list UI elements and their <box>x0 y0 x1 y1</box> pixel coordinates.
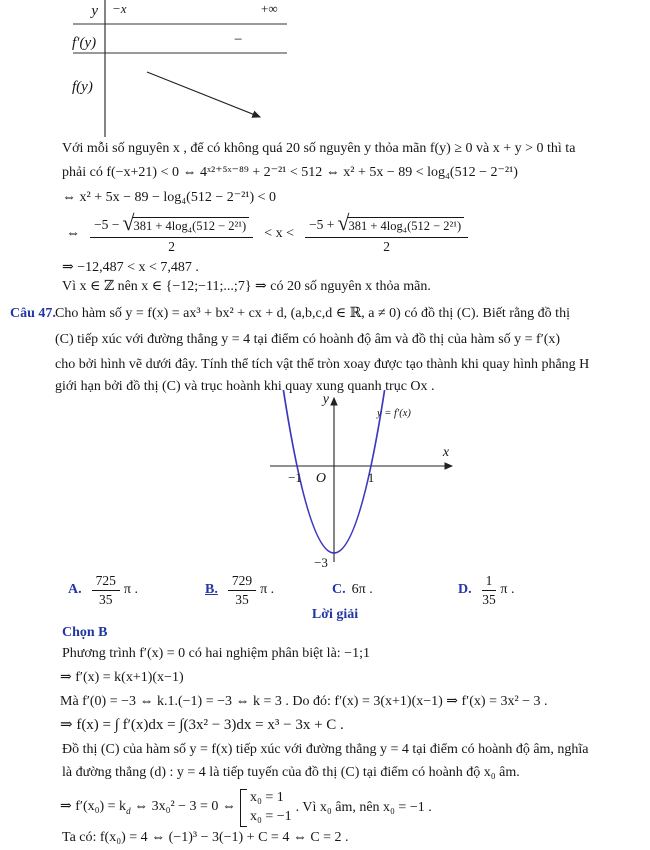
case-1: x₀ = 1 <box>249 790 284 806</box>
solution-line7 <box>60 786 432 830</box>
answer-D <box>458 570 514 610</box>
answer-A <box>68 570 138 610</box>
answer-A-letter: A. <box>68 582 82 597</box>
para1-line3: ⇔ x² + 5x − 89 − log₄(512 − 2⁻²¹) < 0 <box>62 190 277 205</box>
answer-A-fraction <box>92 573 120 607</box>
num-prefix: −5 − <box>94 216 120 232</box>
question-line2: (C) tiếp xúc với đường thẳng y = 4 tại điểm có hoành độ âm và đồ thị của hàm số y = f′(x) <box>55 332 561 347</box>
para1-line2: phải có f(−x+21) < 0 ⇔ 4ˣ²⁺⁵ˣ⁻⁸⁹ + 2⁻²¹ < 512 ⇔ x² + 5x − 89 < log₄(512 − 2⁻²¹) <box>62 165 518 180</box>
fraction-left-denominator: 2 <box>168 238 175 254</box>
answer-B-denominator: 35 <box>235 591 249 607</box>
cases-prefix <box>60 798 236 817</box>
solution-line8: Ta có: f(x₀) = 4 ⇔ (−1)³ − 3(−1) + C = 4 ⇔ C = 2 . <box>62 830 349 845</box>
x-axis-label: x <box>442 445 450 460</box>
answer-C-letter: C. <box>332 582 346 597</box>
radical <box>122 209 249 236</box>
kd-subscript: d <box>126 806 131 817</box>
answer-B-fraction <box>228 573 256 607</box>
question-number: Câu 47. <box>10 306 56 321</box>
answer-A-numerator: 725 <box>92 573 120 591</box>
para1-inequality-line <box>66 210 472 258</box>
answer-D-fraction <box>482 573 497 607</box>
table-f-label: f(y) <box>72 79 93 95</box>
decreasing-arrow <box>147 72 260 117</box>
answer-D-numerator: 1 <box>482 573 497 591</box>
solution-line5: Đồ thị (C) của hàm số y = f(x) tiếp xúc với đường thẳng y = 4 tại điểm có hoành độ âm, nghĩa <box>62 742 589 757</box>
cases-mid-text: ⇔ 3x₀² − 3 = 0 ⇔ <box>130 799 236 815</box>
inequality-middle: < x < <box>264 226 294 242</box>
cases-prefix-text: ⇒ f′(x₀) = k <box>60 799 127 815</box>
num-prefix: −5 + <box>309 216 335 232</box>
solution-line2: ⇒ f′(x) = k(x+1)(x−1) <box>60 670 184 685</box>
case-2: x₀ = −1 <box>249 809 292 824</box>
answer-C-text: 6π . <box>351 582 373 597</box>
radicand: 381 + 4log₄(512 − 2²¹) <box>132 217 249 233</box>
radicand: 381 + 4log₄(512 − 2²¹) <box>347 217 464 233</box>
answer-A-denominator: 35 <box>99 591 113 607</box>
variation-table-svg <box>68 0 308 140</box>
solution-header: Lời giải <box>311 607 359 622</box>
para1-line6: Vì x ∈ ℤ nên x ∈ {−12;−11;...;7} ⇒ có 20 số nguyên x thỏa mãn. <box>62 279 431 294</box>
answer-B-suffix: π . <box>260 582 275 597</box>
cases-column <box>247 789 292 827</box>
derivative-graph-figure <box>255 390 470 575</box>
answer-C <box>332 570 373 610</box>
chosen-answer: Chọn B <box>62 625 108 640</box>
answer-A-suffix: π . <box>123 582 138 597</box>
table-fprime-label: f′(y) <box>72 35 97 51</box>
cases-suffix: . Vì x₀ âm, nên x₀ = −1 . <box>295 800 432 816</box>
graph-svg <box>255 390 470 570</box>
answer-B-numerator: 729 <box>228 573 256 591</box>
curve-equation-label: y = f′(x) <box>377 408 411 419</box>
origin-label: O <box>315 471 326 486</box>
answer-B <box>205 570 274 610</box>
cases-bracket-group <box>240 789 292 827</box>
table-range-left: −x <box>112 1 127 16</box>
answer-D-denominator: 35 <box>482 591 496 607</box>
question-line3: cho bởi hình vẽ dưới đây. Tính thể tích vật thể tròn xoay được tạo thành khi quay hình phẳng H <box>55 357 590 372</box>
tick-neg1-label: −1 <box>288 470 302 485</box>
table-fprime-sign: − <box>234 32 243 48</box>
fraction-right-numerator <box>305 209 468 238</box>
left-square-bracket <box>240 789 247 827</box>
answer-B-letter: B. <box>205 582 218 597</box>
fraction-left <box>90 209 253 255</box>
table-var-label: y <box>91 3 98 19</box>
solution-line6: là đường thẳng (d) : y = 4 là tiếp tuyến của đồ thị (C) tại điểm có hoành độ x₀ âm. <box>62 765 520 780</box>
radical <box>337 209 464 236</box>
tick-pos1-label: 1 <box>367 470 375 485</box>
para1-line1: Với mỗi số nguyên x , để có không quá 20 số nguyên y thỏa mãn f(y) ≥ 0 và x + y > 0 thì ta <box>62 141 576 156</box>
table-range-right: +∞ <box>261 1 278 16</box>
variation-table <box>68 0 308 145</box>
sqrt-sign: √ <box>337 209 350 235</box>
question-line1: Cho hàm số y = f(x) = ax³ + bx² + cx + d, (a,b,c,d ∈ ℝ, a ≠ 0) có đồ thị (C). Biết rằng đồ thị <box>55 306 570 321</box>
solution-line3: Mà f′(0) = −3 ⇔ k.1.(−1) = −3 ⇔ k = 3 . Do đó: f′(x) = 3(x+1)(x−1) ⇒ f′(x) = 3x² − 3 . <box>60 694 548 709</box>
answer-D-letter: D. <box>458 582 472 597</box>
sqrt-sign: √ <box>122 209 135 235</box>
fraction-left-numerator <box>90 209 253 238</box>
fraction-right-denominator: 2 <box>383 238 390 254</box>
fraction-right <box>305 209 468 255</box>
iff-symbol: ⇔ <box>66 226 80 242</box>
answer-D-suffix: π . <box>500 582 515 597</box>
solution-line4: ⇒ f(x) = ∫ f′(x)dx = ∫(3x² − 3)dx = x³ − 3x + C . <box>60 717 344 733</box>
solution-line1: Phương trình f′(x) = 0 có hai nghiệm phân biệt là: −1;1 <box>62 646 370 661</box>
para1-line5: ⇒ −12,487 < x < 7,487 . <box>62 260 199 275</box>
tick-neg3-label: −3 <box>314 555 328 570</box>
question-line4: giới hạn bởi đồ thị (C) và trục hoành khi quay xung quanh trục Ox . <box>55 379 435 394</box>
y-axis-label: y <box>322 392 329 407</box>
